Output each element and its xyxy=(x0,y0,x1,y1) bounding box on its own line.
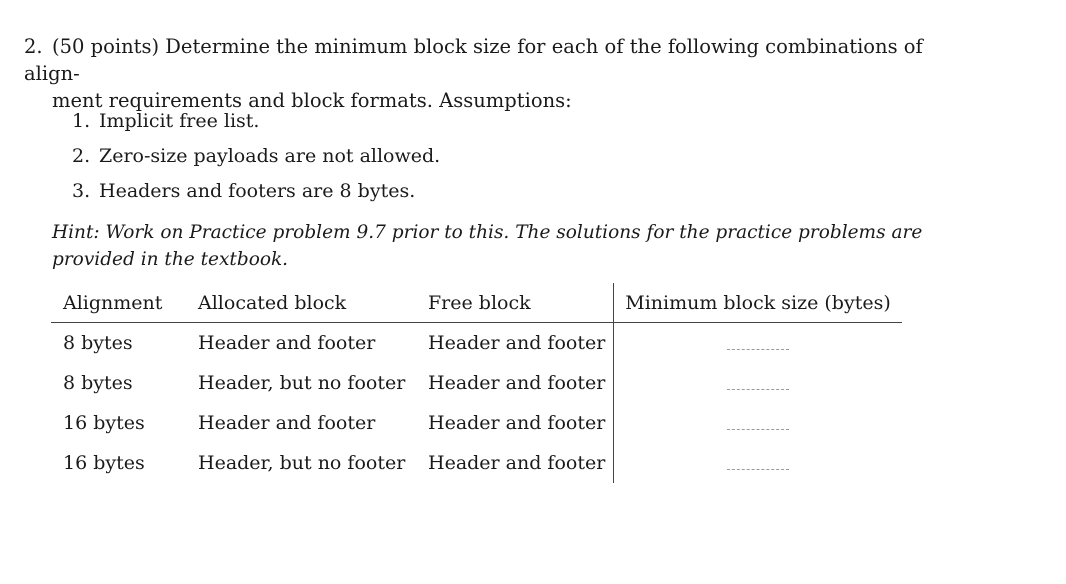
cell-alignment: 8 bytes xyxy=(63,332,133,354)
header-minimum-block-size: Minimum block size (bytes) xyxy=(614,283,903,323)
assumption-text: Zero-size payloads are not allowed. xyxy=(99,145,441,167)
problem-line-1 xyxy=(24,33,984,87)
table-row xyxy=(51,323,902,364)
cell-free: Header and footer xyxy=(428,443,614,483)
hint-line-2: provided in the textbook. xyxy=(52,249,289,270)
assumption-text: Headers and footers are 8 bytes. xyxy=(99,180,416,202)
header-allocated-block: Allocated block xyxy=(198,283,428,323)
table-row xyxy=(51,443,902,483)
answer-cell[interactable] xyxy=(614,403,903,443)
cell-allocated: Header and footer xyxy=(198,412,376,434)
assumption-number: 2. xyxy=(72,145,91,167)
problem-number: 2. xyxy=(24,35,43,58)
assumption-number: 3. xyxy=(72,180,91,202)
header-free-block: Free block xyxy=(428,283,614,323)
header-alignment: Alignment xyxy=(51,283,198,323)
problem-statement xyxy=(24,33,984,114)
problem-text-1: (50 points) Determine the minimum block size for each of the following combinations of align- xyxy=(24,35,923,85)
assumption-text: Implicit free list. xyxy=(99,110,260,132)
assumption-number: 1. xyxy=(72,110,91,132)
cell-free: Header and footer xyxy=(428,363,614,403)
hint xyxy=(52,219,972,273)
cell-free: Header and footer xyxy=(428,323,614,364)
answer-cell[interactable] xyxy=(614,363,903,403)
answer-blank[interactable] xyxy=(727,469,789,470)
hint-line-1: Hint: Work on Practice problem 9.7 prior to this. The solutions for the practice problems are xyxy=(52,222,923,243)
cell-free: Header and footer xyxy=(428,403,614,443)
answer-cell[interactable] xyxy=(614,443,903,483)
answer-blank[interactable] xyxy=(727,349,789,350)
cell-allocated: Header, but no footer xyxy=(198,452,406,474)
answer-blank[interactable] xyxy=(727,429,789,430)
cell-allocated: Header and footer xyxy=(198,332,376,354)
answer-cell[interactable] xyxy=(614,323,903,364)
assumption-item xyxy=(72,104,440,139)
answer-blank[interactable] xyxy=(727,389,789,390)
block-size-table xyxy=(51,283,902,483)
problem-text-2: ment requirements and block formats. Assumptions: xyxy=(52,89,572,112)
cell-alignment: 16 bytes xyxy=(63,452,145,474)
cell-alignment: 8 bytes xyxy=(63,372,133,394)
assumptions-list xyxy=(72,104,440,209)
assumption-item xyxy=(72,139,440,174)
cell-alignment: 16 bytes xyxy=(63,412,145,434)
table-header-row xyxy=(51,283,902,323)
table-row xyxy=(51,363,902,403)
assumption-item xyxy=(72,174,440,209)
cell-allocated: Header, but no footer xyxy=(198,372,406,394)
table-row xyxy=(51,403,902,443)
